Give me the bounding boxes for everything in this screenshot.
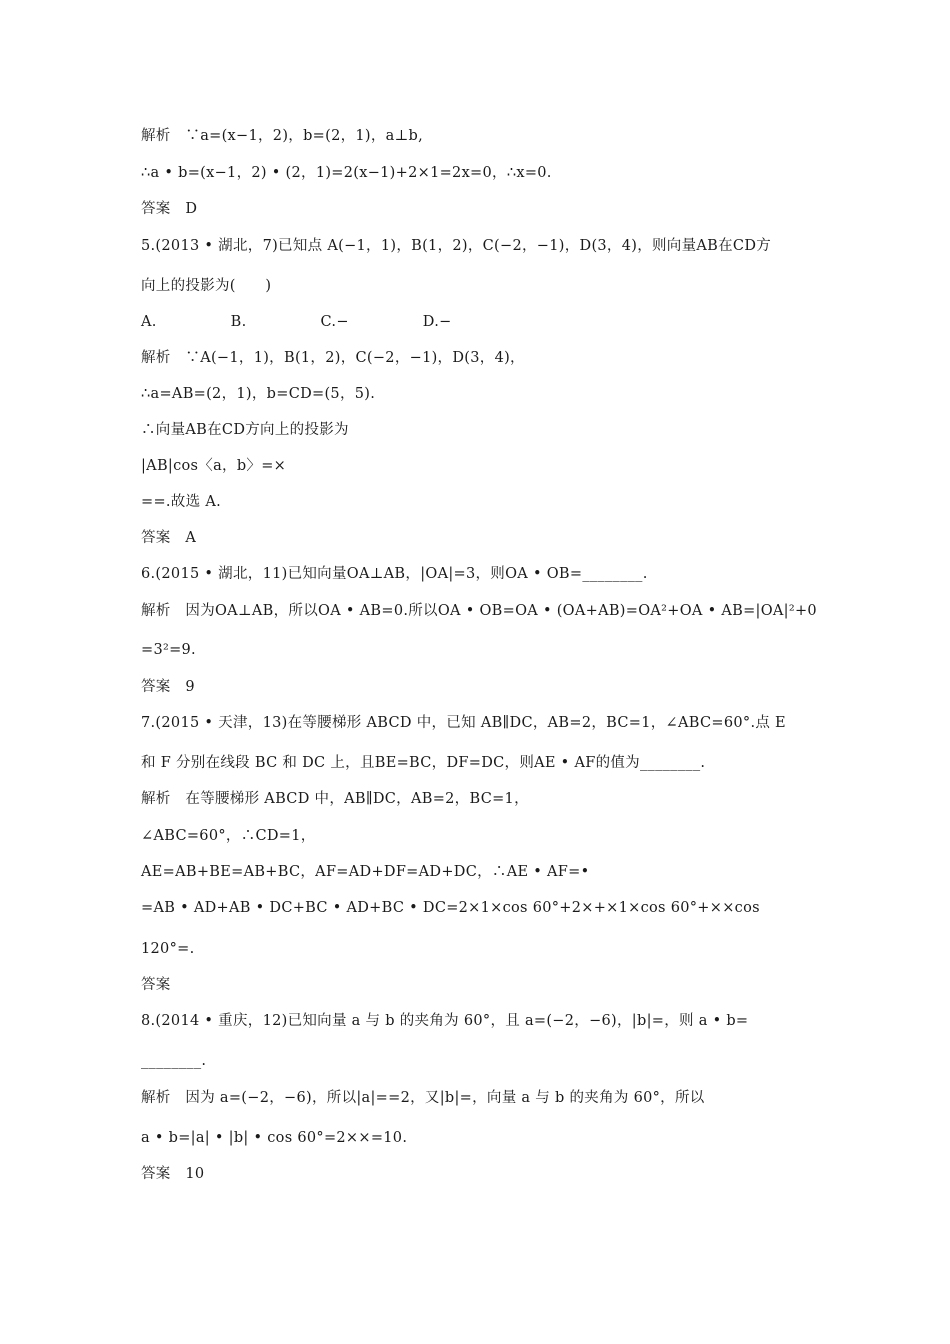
- question-6: 6.(2015 • 湖北，11)已知向量OA⊥AB，|OA|=3，则OA • OB=________.: [141, 566, 648, 582]
- analysis-line: |AB|cos〈a，b〉=×: [141, 458, 287, 474]
- analysis-line: a • b=|a| • |b| • cos 60°=2××=10.: [141, 1130, 408, 1146]
- answer-line: 答案: [141, 977, 171, 993]
- answer-line: 答案 9: [141, 679, 195, 695]
- question-5-cont: 向上的投影为( ): [141, 278, 272, 294]
- analysis-line: 解析 因为 a=(−2，−6)，所以|a|==2，又|b|=，向量 a 与 b 的夹角为 60°，所以: [141, 1090, 705, 1106]
- answer-line: 答案 D: [141, 201, 198, 217]
- analysis-line: AE=AB+BE=AB+BC，AF=AD+DF=AD+DC，∴AE • AF=•: [141, 864, 590, 880]
- analysis-line: =AB • AD+AB • DC+BC • AD+BC • DC=2×1×cos 60°+2×+×1×cos 60°+××cos: [141, 900, 760, 916]
- answer-line: 答案 A: [141, 530, 197, 546]
- analysis-line: ∴a=AB=(2，1)，b=CD=(5，5).: [141, 386, 376, 402]
- question-8: 8.(2014 • 重庆，12)已知向量 a 与 b 的夹角为 60°，且 a=(−2，−6)，|b|=，则 a • b=: [141, 1013, 749, 1029]
- answer-line: 答案 10: [141, 1166, 205, 1182]
- analysis-line: 120°=.: [141, 941, 195, 957]
- analysis-line: ∴a • b=(x−1，2) • (2，1)=2(x−1)+2×1=2x=0，∴x=0.: [141, 165, 552, 181]
- question-8-cont: ________.: [141, 1053, 207, 1069]
- question-5: 5.(2013 • 湖北，7)已知点 A(−1，1)，B(1，2)，C(−2，−1)，D(3，4)，则向量AB在CD方: [141, 238, 772, 254]
- analysis-line: 解析 因为OA⊥AB，所以OA • AB=0.所以OA • OB=OA • (OA+AB)=OA²+OA • AB=|OA|²+0: [141, 603, 817, 619]
- analysis-line: =3²=9.: [141, 642, 196, 658]
- question-5-options: A. B. C.− D.−: [141, 314, 452, 330]
- question-7-cont: 和 F 分别在线段 BC 和 DC 上，且BE=BC，DF=DC，则AE • AF的值为________.: [141, 755, 706, 771]
- analysis-line: 解析 在等腰梯形 ABCD 中，AB∥DC，AB=2，BC=1，: [141, 791, 529, 807]
- question-7: 7.(2015 • 天津，13)在等腰梯形 ABCD 中，已知 AB∥DC，AB=2，BC=1，∠ABC=60°.点 E: [141, 715, 786, 731]
- analysis-line: ==.故选 A.: [141, 494, 221, 510]
- analysis-line: ∠ABC=60°，∴CD=1，: [141, 828, 316, 844]
- analysis-line: ∴向量AB在CD方向上的投影为: [141, 422, 349, 438]
- analysis-line: 解析 ∵a=(x−1，2)，b=(2，1)，a⊥b,: [141, 128, 424, 144]
- analysis-line: 解析 ∵A(−1，1)，B(1，2)，C(−2，−1)，D(3，4)，: [141, 350, 525, 366]
